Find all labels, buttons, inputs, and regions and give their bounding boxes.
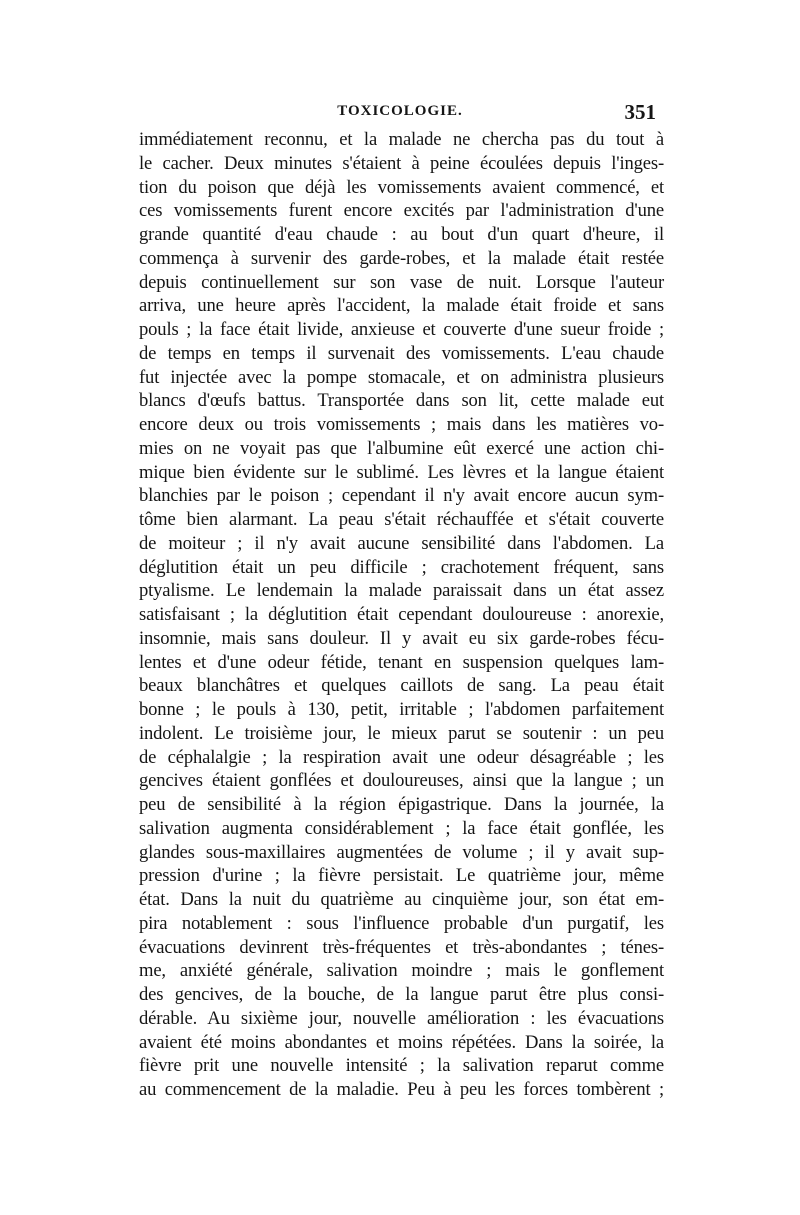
text-line: de temps en temps il survenait des vomissements. L'eau chaude	[139, 342, 664, 364]
text-line: ces vomissements furent encore excités par l'administration d'une	[139, 200, 664, 222]
text-line: des gencives, de la bouche, de la langue parut être plus consi-	[139, 984, 664, 1005]
text-line: mique bien évidente sur le sublimé. Les lèvres et la langue étaient	[139, 461, 664, 483]
text-line: de céphalalgie ; la respiration avait une odeur désagréable ; les	[139, 746, 664, 768]
text-line: grande quantité d'eau chaude : au bout d'un quart d'heure, il	[139, 224, 664, 245]
text-line: salivation augmenta considérablement ; la face était gonflée, les	[139, 817, 664, 839]
text-line: indolent. Le troisième jour, le mieux parut se soutenir : un peu	[139, 722, 664, 744]
text-line: dérable. Au sixième jour, nouvelle amélioration : les évacuations	[139, 1007, 664, 1029]
text-line: tôme bien alarmant. La peau s'était réchauffée et s'était couverte	[139, 509, 664, 530]
text-line: pression d'urine ; la fièvre persistait. Le quatrième jour, même	[139, 865, 664, 887]
running-title: TOXICOLOGIE.	[337, 103, 463, 119]
text-line: bonne ; le pouls à 130, petit, irritable ; l'abdomen parfaitement	[139, 699, 664, 720]
text-line: au commencement de la maladie. Peu à peu les forces tombèrent ;	[139, 1079, 664, 1100]
text-line: mies on ne voyait pas que l'albumine eût exercé une action chi-	[139, 437, 664, 459]
text-line: depuis continuellement sur son vase de nuit. Lorsque l'auteur	[139, 271, 664, 293]
text-line: évacuations devinrent très-fréquentes et très-abondantes ; ténes-	[139, 936, 664, 958]
text-line: satisfaisant ; la déglutition était cependant douloureuse : anorexie,	[139, 604, 664, 625]
text-line: de moiteur ; il n'y avait aucune sensibilité dans l'abdomen. La	[139, 532, 664, 554]
running-head	[140, 100, 660, 130]
text-line: insomnie, mais sans douleur. Il y avait eu six garde-robes fécu-	[139, 627, 664, 649]
text-line: tion du poison que déjà les vomissements avaient commencé, et	[139, 176, 664, 198]
text-line: état. Dans la nuit du quatrième au cinquième jour, son état em-	[139, 889, 664, 910]
text-line: glandes sous-maxillaires augmentées de volume ; il y avait sup-	[139, 841, 664, 863]
text-line: blancs d'œufs battus. Transportée dans son lit, cette malade eut	[139, 390, 664, 412]
text-line: fut injectée avec la pompe stomacale, et on administra plusieurs	[139, 366, 664, 388]
body-text	[139, 128, 664, 1102]
text-line: arriva, une heure après l'accident, la malade était froide et sans	[139, 295, 664, 317]
text-line: me, anxiété générale, salivation moindre ; mais le gonflement	[139, 960, 664, 982]
text-line: le cacher. Deux minutes s'étaient à peine écoulées depuis l'inges-	[139, 152, 664, 174]
text-line: pouls ; la face était livide, anxieuse et couverte d'une sueur froide ;	[139, 319, 664, 340]
text-line: avaient été moins abondantes et moins répétées. Dans la soirée, la	[139, 1031, 664, 1053]
text-line: ptyalisme. Le lendemain la malade paraissait dans un état assez	[139, 580, 664, 602]
text-line: fièvre prit une nouvelle intensité ; la salivation reparut comme	[139, 1055, 664, 1077]
text-line: beaux blanchâtres et quelques caillots de sang. La peau était	[139, 675, 664, 697]
text-line: peu de sensibilité à la région épigastrique. Dans la journée, la	[139, 794, 664, 815]
text-line: lentes et d'une odeur fétide, tenant en suspension quelques lam-	[139, 651, 664, 673]
page-number: 351	[624, 100, 656, 124]
text-line: déglutition était un peu difficile ; crachotement fréquent, sans	[139, 556, 664, 578]
text-line: gencives étaient gonflées et douloureuses, ainsi que la langue ; un	[139, 770, 664, 792]
text-line: encore deux ou trois vomissements ; mais dans les matières vo-	[139, 414, 664, 435]
text-line: pira notablement : sous l'influence probable d'un purgatif, les	[139, 912, 664, 934]
text-line: commença à survenir des garde-robes, et la malade était restée	[139, 247, 664, 269]
text-line: blanchies par le poison ; cependant il n'y avait encore aucun sym-	[139, 485, 664, 507]
text-line: immédiatement reconnu, et la malade ne chercha pas du tout à	[139, 129, 664, 150]
